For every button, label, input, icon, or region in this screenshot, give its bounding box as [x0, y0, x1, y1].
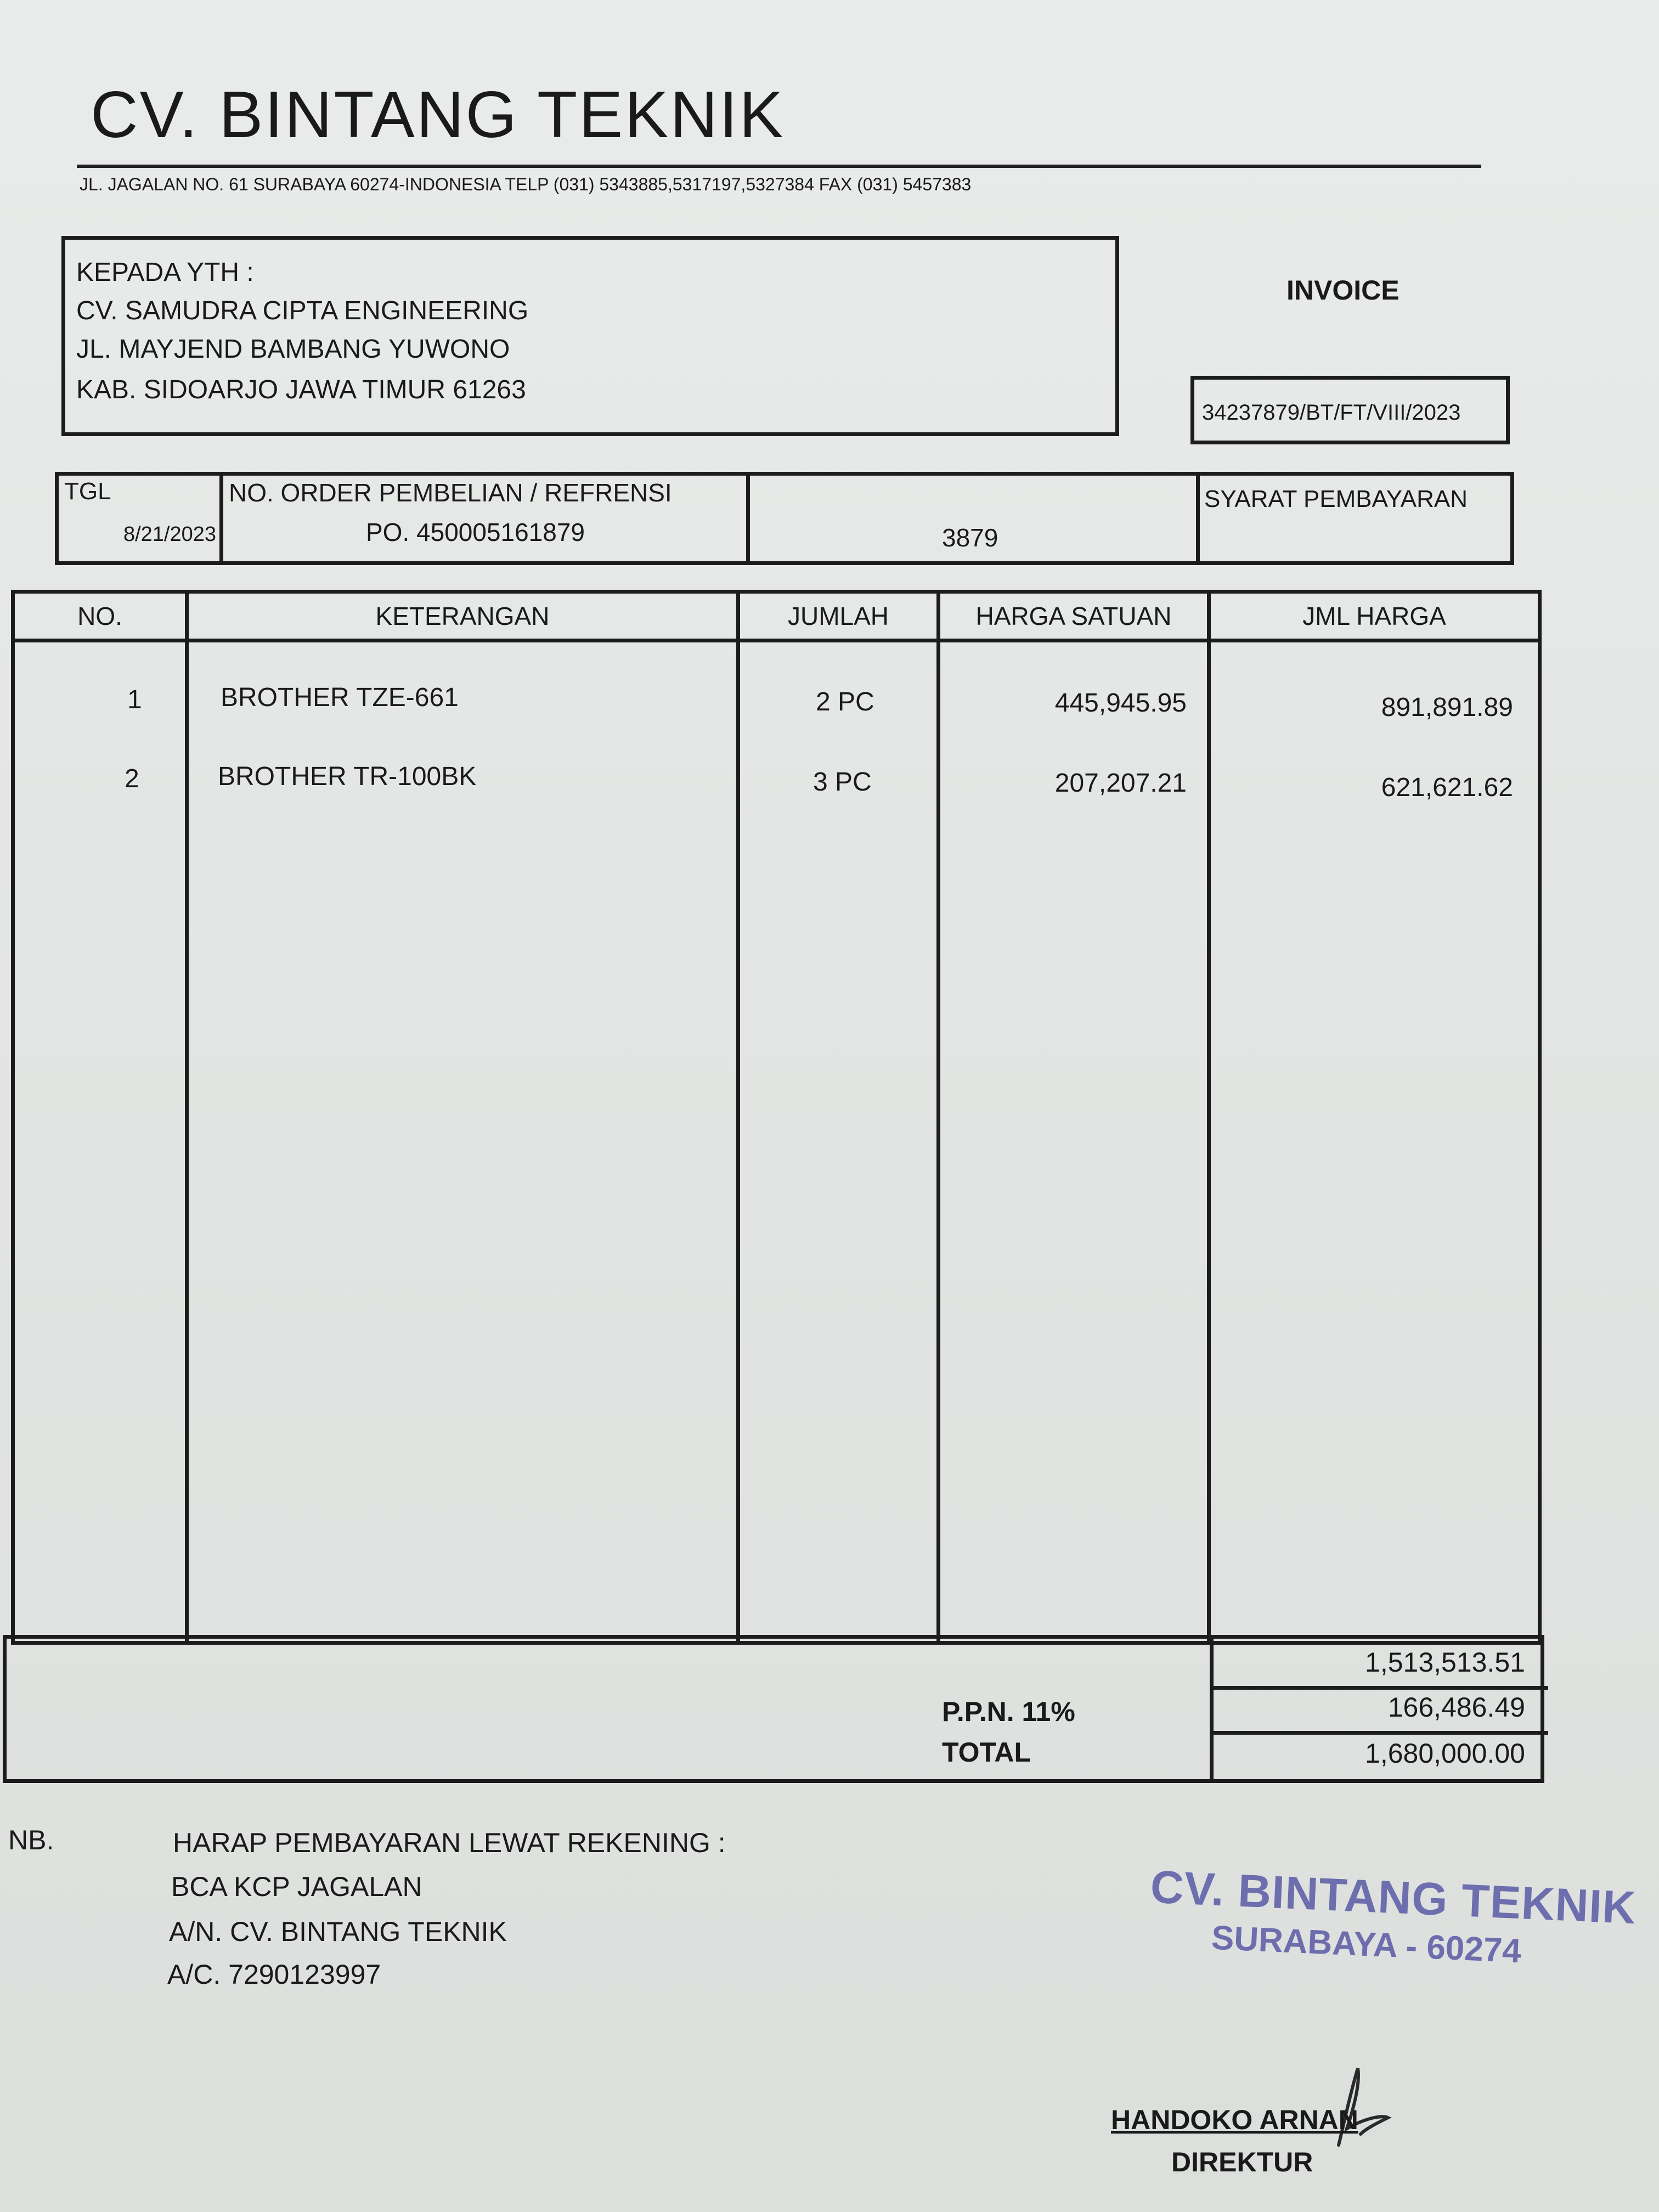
order-label: NO. ORDER PEMBELIAN / REFRENSI	[229, 478, 672, 507]
row-description: BROTHER TR-100BK	[218, 762, 477, 791]
totals-divider	[1210, 1639, 1214, 1779]
invoice-number: 34237879/BT/FT/VIII/2023	[1202, 400, 1461, 425]
note-bank-name: BCA KCP JAGALAN	[171, 1871, 422, 1902]
header-amount: JML HARGA	[1302, 602, 1446, 630]
row-amount: 891,891.89	[1381, 693, 1513, 722]
row-quantity: 3 PC	[813, 768, 872, 797]
row-amount: 621,621.62	[1381, 773, 1513, 802]
table-header-divider	[15, 639, 1538, 642]
header-divider	[77, 165, 1481, 168]
recipient-city: KAB. SIDOARJO JAWA TIMUR 61263	[76, 375, 526, 404]
signatory-name: HANDOKO ARNAN	[1111, 2104, 1358, 2135]
row-quantity: 2 PC	[816, 687, 874, 716]
items-table	[11, 590, 1542, 1645]
payment-terms-cell	[1200, 476, 1510, 561]
header-description: KETERANGAN	[375, 602, 550, 630]
stamp-city: SURABAYA - 60274	[1210, 1918, 1522, 1971]
order-value: PO. 450005161879	[366, 518, 585, 546]
header-unit-price: HARGA SATUAN	[975, 602, 1172, 630]
signatory-title: DIREKTUR	[1171, 2147, 1313, 2177]
recipient-street: JL. MAYJEND BAMBANG YUWONO	[76, 335, 510, 364]
reference-cell	[750, 476, 1200, 561]
row-description: BROTHER TZE-661	[221, 683, 459, 712]
ppn-value: 166,486.49	[1387, 1692, 1525, 1723]
order-cell	[223, 476, 750, 561]
column-divider	[736, 594, 740, 1641]
total-label: TOTAL	[942, 1737, 1031, 1768]
header-no: NO.	[77, 602, 122, 630]
payment-terms-label: SYARAT PEMBAYARAN	[1204, 486, 1468, 512]
reference-value: 3879	[942, 523, 998, 552]
note-account-number: A/C. 7290123997	[167, 1959, 381, 1990]
invoice-title: INVOICE	[1286, 275, 1400, 306]
company-stamp	[1148, 1860, 1638, 1976]
company-name: CV. BINTANG TEKNIK	[91, 78, 785, 151]
date-cell	[59, 476, 223, 561]
order-info-table	[55, 472, 1514, 565]
stamp-company-name: CV. BINTANG TEKNIK	[1149, 1860, 1638, 1934]
date-value: 8/21/2023	[123, 523, 216, 546]
header-quantity: JUMLAH	[787, 602, 889, 630]
column-divider	[1207, 594, 1211, 1641]
totals-row-divider	[1210, 1731, 1548, 1735]
date-label: TGL	[64, 478, 111, 505]
note-label: NB.	[8, 1825, 54, 1855]
invoice-number-box	[1190, 376, 1510, 444]
totals-row-divider	[1210, 1686, 1548, 1690]
subtotal-value: 1,513,513.51	[1365, 1647, 1525, 1678]
row-no: 2	[125, 764, 139, 793]
note-account-name: A/N. CV. BINTANG TEKNIK	[169, 1916, 507, 1947]
row-no: 1	[127, 685, 142, 714]
row-unit-price: 445,945.95	[1054, 689, 1187, 718]
recipient-name: CV. SAMUDRA CIPTA ENGINEERING	[76, 296, 529, 325]
recipient-greeting: KEPADA YTH :	[76, 258, 254, 287]
row-unit-price: 207,207.21	[1054, 769, 1187, 798]
total-value: 1,680,000.00	[1365, 1738, 1525, 1769]
recipient-box	[61, 236, 1119, 436]
company-address: JL. JAGALAN NO. 61 SURABAYA 60274-INDONESIA TELP (031) 5343885,5317197,5327384 FAX (031) 5457383	[80, 174, 972, 194]
note-payment-instruction: HARAP PEMBAYARAN LEWAT REKENING :	[173, 1827, 726, 1858]
ppn-label: P.P.N. 11%	[942, 1696, 1075, 1727]
totals-box	[3, 1635, 1544, 1783]
column-divider	[185, 594, 189, 1641]
column-divider	[936, 594, 940, 1641]
